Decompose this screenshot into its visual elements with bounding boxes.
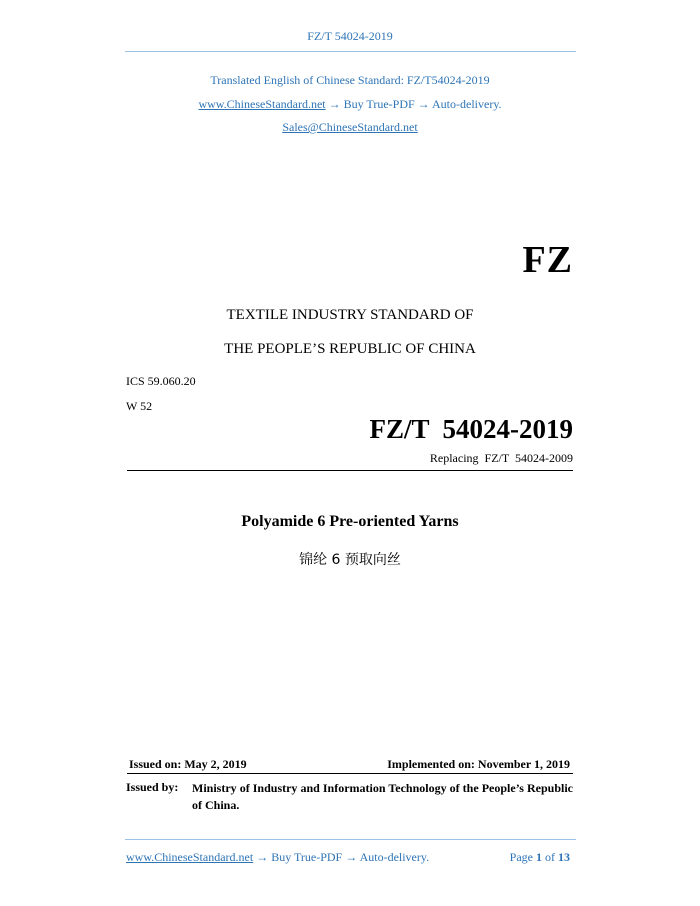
w-classification-code: W 52 (126, 399, 153, 413)
page-total: 13 (558, 850, 570, 864)
footer-promo: → Buy True-PDF → Auto-delivery. (253, 850, 430, 864)
document-title-chinese: 锦纶 6 预取向丝 (299, 552, 401, 568)
email-line (0, 120, 700, 135)
issued-on-date: Issued on: May 2, 2019 (129, 757, 247, 771)
footer-purchase-line (126, 850, 429, 865)
standard-category-line-2: THE PEOPLE’S REPUBLIC OF CHINA (224, 341, 476, 357)
footer-site-link[interactable]: www.ChineseStandard.net (126, 850, 254, 864)
page-indicator (510, 850, 570, 865)
email-link[interactable]: Sales@ChineseStandard.net (282, 120, 418, 134)
header-standard-code: FZ/T 54024-2019 (307, 29, 393, 43)
header-divider (125, 51, 576, 52)
page-current: 1 (536, 850, 542, 864)
page-word: Page (509, 850, 533, 864)
dates-divider (127, 773, 573, 774)
issued-by-label: Issued by: (126, 780, 179, 794)
footer-divider (125, 839, 576, 840)
issued-by-authority: Ministry of Industry and Information Technology of the People’s Republic of China. (192, 781, 573, 812)
replacing-standard: Replacing FZ/T 54024-2009 (429, 451, 573, 465)
purchase-line (0, 97, 700, 112)
purchase-promo: → Buy True-PDF → Auto-delivery. (325, 97, 502, 111)
standard-number: FZ/T 54024-2019 (369, 414, 573, 444)
ics-code: ICS 59.060.20 (126, 374, 196, 388)
document-title-english: Polyamide 6 Pre-oriented Yarns (241, 513, 459, 530)
page-of: of (545, 850, 555, 864)
implemented-on-date: Implemented on: November 1, 2019 (387, 757, 570, 771)
site-link[interactable]: www.ChineseStandard.net (198, 97, 326, 111)
standard-class-mark: FZ (522, 239, 573, 281)
title-divider (127, 470, 573, 471)
standard-category-line-1: TEXTILE INDUSTRY STANDARD OF (226, 307, 474, 323)
translated-notice: Translated English of Chinese Standard: FZ/T54024-2019 (210, 73, 490, 87)
